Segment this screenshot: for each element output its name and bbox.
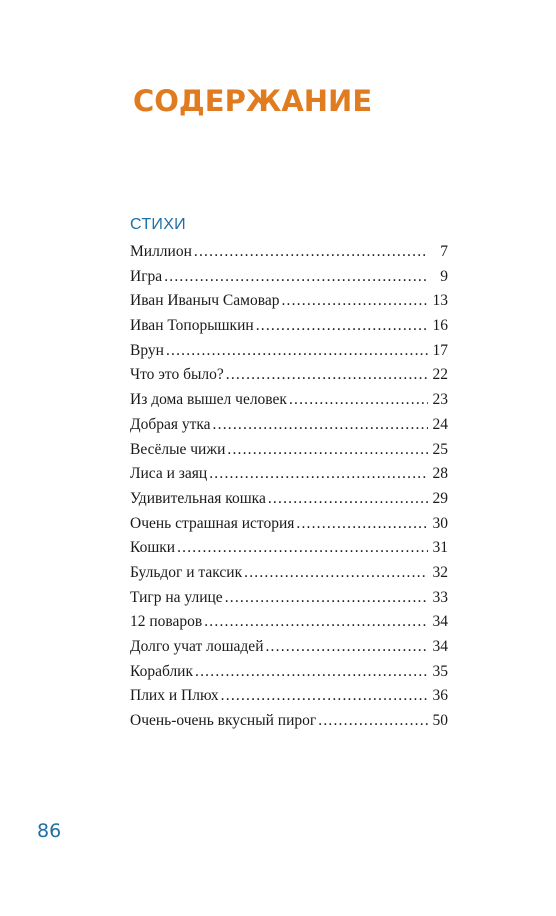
toc-entry-title: Долго учат лошадей <box>130 638 264 655</box>
toc-entry-title: Иван Иваныч Самовар <box>130 292 280 310</box>
toc-entry[interactable] <box>130 515 448 540</box>
leader-dots <box>204 613 428 631</box>
toc-entry[interactable] <box>130 490 448 515</box>
toc-entry-title: Миллион <box>130 243 192 260</box>
toc-entry[interactable] <box>130 465 448 490</box>
leader-dots <box>209 465 428 483</box>
toc-entry-title: Плих и Плюх <box>130 687 219 705</box>
leader-dots <box>225 589 428 607</box>
toc-entry-page: 29 <box>432 489 448 507</box>
toc-entry-page: 32 <box>432 563 448 581</box>
toc-entry-page: 34 <box>432 638 448 655</box>
toc-entry-title: Весёлые чижи <box>130 440 226 458</box>
leader-dots <box>164 268 428 286</box>
toc-entry-page: 9 <box>440 267 448 285</box>
toc-entry[interactable] <box>130 712 448 737</box>
toc-entry[interactable] <box>130 613 448 638</box>
toc-entry-title: Лиса и заяц <box>130 465 208 483</box>
leader-dots <box>227 441 428 459</box>
leader-dots <box>195 663 428 681</box>
toc-entry-title: Тигр на улице <box>130 588 223 606</box>
toc-entry-page: 13 <box>432 292 448 310</box>
toc-entry-title: Что это было? <box>130 366 224 384</box>
toc-entry-title: Бульдог и таксик <box>130 563 243 581</box>
contents-heading: СОДЕРЖАНИЕ <box>133 84 373 118</box>
toc-entry-title: Из дома вышел человек <box>130 391 287 409</box>
leader-dots <box>244 564 428 582</box>
table-of-contents <box>130 243 448 737</box>
toc-entry-title: Очень страшная история <box>130 514 295 532</box>
toc-entry-page: 50 <box>432 712 448 730</box>
section-title: СТИХИ <box>130 216 186 233</box>
toc-entry[interactable] <box>130 317 448 342</box>
toc-entry-title: Удивительная кошка <box>130 489 266 507</box>
toc-entry[interactable] <box>130 589 448 614</box>
toc-entry[interactable] <box>130 391 448 416</box>
toc-entry-page: 24 <box>432 415 448 433</box>
toc-entry-page: 33 <box>432 588 448 606</box>
toc-entry-title: Добрая утка <box>130 415 211 433</box>
toc-entry[interactable] <box>130 416 448 441</box>
toc-entry-page: 25 <box>432 440 448 458</box>
toc-entry-page: 35 <box>432 662 448 680</box>
toc-entry[interactable] <box>130 687 448 712</box>
toc-entry[interactable] <box>130 292 448 317</box>
toc-entry[interactable] <box>130 638 448 663</box>
leader-dots <box>289 391 428 409</box>
toc-entry-page: 7 <box>440 243 448 260</box>
toc-entry-page: 36 <box>432 687 448 705</box>
toc-entry-title: Очень-очень вкусный пирог <box>130 712 317 730</box>
leader-dots <box>265 638 428 656</box>
toc-entry-title: Игра <box>130 267 163 285</box>
toc-entry[interactable] <box>130 539 448 564</box>
leader-dots <box>256 317 428 335</box>
toc-entry[interactable] <box>130 268 448 293</box>
toc-entry[interactable] <box>130 243 448 268</box>
toc-entry-title: 12 поваров <box>130 613 203 631</box>
toc-entry-page: 28 <box>432 465 448 483</box>
leader-dots <box>281 292 428 310</box>
leader-dots <box>166 342 428 360</box>
toc-entry-page: 17 <box>432 341 448 359</box>
toc-entry-title: Кошки <box>130 539 176 557</box>
leader-dots <box>177 539 428 557</box>
toc-entry[interactable] <box>130 441 448 466</box>
toc-entry[interactable] <box>130 663 448 688</box>
toc-entry-page: 31 <box>432 539 448 557</box>
leader-dots <box>213 416 428 434</box>
leader-dots <box>296 515 428 533</box>
leader-dots <box>226 366 428 384</box>
leader-dots <box>221 687 428 705</box>
toc-entry-page: 34 <box>432 613 448 631</box>
leader-dots <box>194 243 428 261</box>
toc-entry-page: 22 <box>432 366 448 384</box>
toc-entry-page: 16 <box>432 317 448 335</box>
toc-entry[interactable] <box>130 564 448 589</box>
toc-entry-title: Врун <box>130 341 164 359</box>
page-number: 86 <box>37 820 62 842</box>
toc-entry[interactable] <box>130 366 448 391</box>
leader-dots <box>318 712 428 730</box>
toc-entry-page: 23 <box>432 391 448 409</box>
leader-dots <box>268 490 428 508</box>
toc-entry[interactable] <box>130 342 448 367</box>
toc-entry-page: 30 <box>432 514 448 532</box>
toc-entry-title: Кораблик <box>130 662 194 680</box>
toc-entry-title: Иван Топорышкин <box>130 317 254 335</box>
